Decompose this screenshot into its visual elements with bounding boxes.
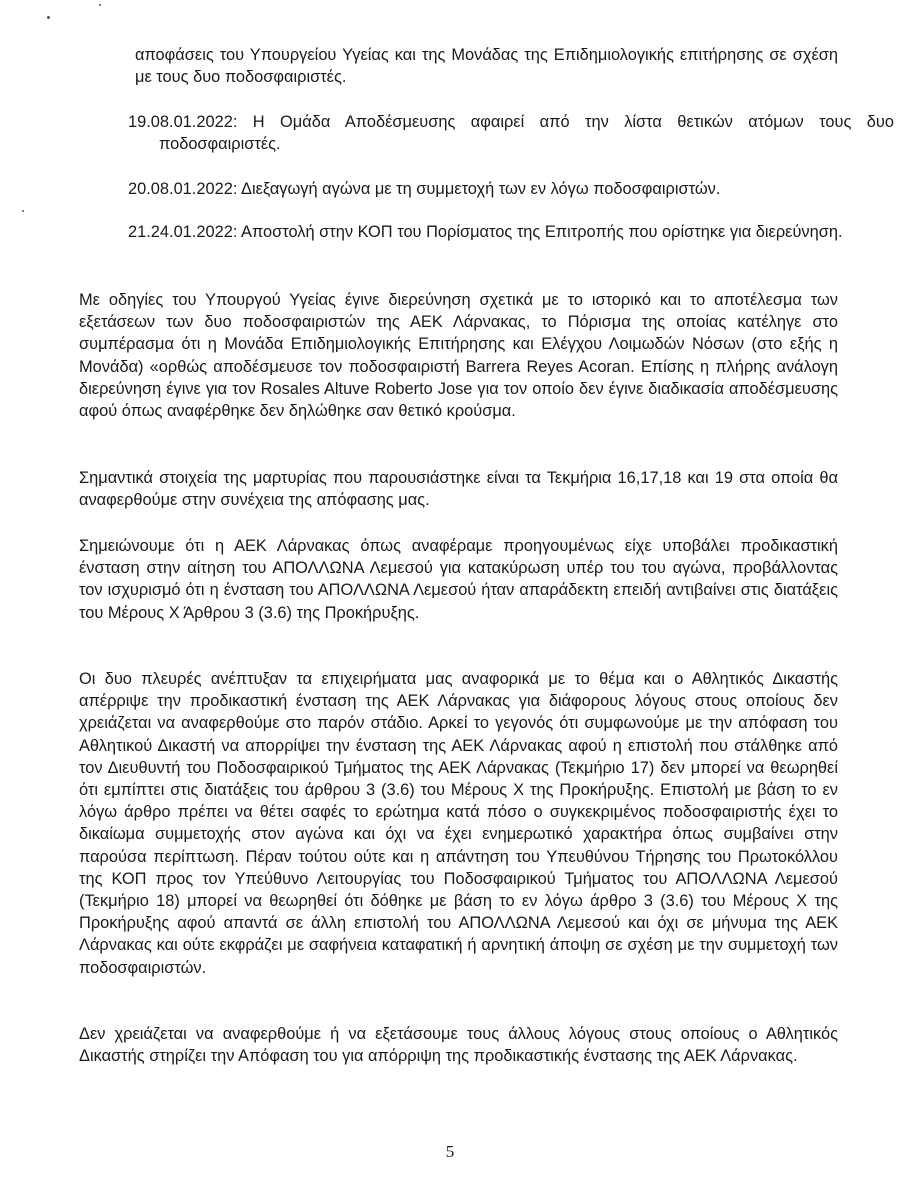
paragraph-arguments: Οι δυο πλευρές ανέπτυξαν τα επιχειρήματα μας αναφορικά με το θέμα και ο Αθλητικός Δικαστής απέρριψε την προδικαστική ένσταση της ΑΕΚ Λάρνακας για διάφορους λόγους στους οποίους δεν χρειάζεται να αναφερθούμε στο παρόν στάδιο. Αρκεί το γεγονός ότι συμφωνούμε με την απόφαση του Αθλητικού Δικαστή να απορρίψει την ένσταση της ΑΕΚ Λάρνακας αφού η επιστολή που στάλθηκε από τον Διευθυντή του Ποδοσφαιρικού Τμήματος της ΑΕΚ Λάρνακας (Τεκμήριο 17) δεν μπορεί να θεωρηθεί ότι εμπίπτει στις διατάξεις του άρθρου 3 (3.6) του Μέρους Χ της Προκήρυξης. Επιστολή με βάση το εν λόγω άρθρο πρέπει να θέτει σαφές το ερώτημα κατά πόσο ο συγκεκριμένος ποδοσφαιριστής έχει το δικαίωμα συμμετοχής στον αγώνα και όχι να έχει ενημερωτικό χαρακτήρα όπως συμβαίνει στην παρούσα περίπτωση. Πέραν τούτου ούτε και η απάντηση του Υπευθύνου Τήρησης του Πρωτοκόλλου της ΚΟΠ προς τον Υπεύθυνο Λειτουργίας του Ποδοσφαιρικού Τμήματος του ΑΠΟΛΛΩΝΑ Λεμεσού (Τεκμήριο 18) μπορεί να θεωρηθεί ότι δόθηκε με βάση το εν λόγω άρθρο 3 (3.6) του Μέρους Χ της Προκήρυξης αφού απαντά σε άλλη επιστολή του ΑΠΟΛΛΩΝΑ Λεμεσού και όχι σε μήνυμα της ΑΕΚ Λάρνακας και ούτε εκφράζει με σαφήνεια καταφατική ή αρνητική άποψη σε σχέση με την συμμετοχή των ποδοσφαιριστών.: [79, 670, 838, 977]
page-number: 5: [445, 1142, 455, 1161]
paragraph-other-reasons: Δεν χρειάζεται να αναφερθούμε ή να εξετάσουμε τους άλλους λόγους στους οποίους ο Αθλητικός Δικαστής στηρίζει την Απόφαση του για απόρριψη της προδικαστικής ένστασης της ΑΕΚ Λάρνακας.: [79, 1025, 838, 1066]
list-item-21: 21.24.01.2022: Αποστολή στην ΚΟΠ του Πορίσματος της Επιτροπής που ορίστηκε για διερεύνηση.: [128, 223, 843, 241]
list-item-19: 19.08.01.2022: Η Ομάδα Αποδέσμευσης αφαιρεί από την λίστα θετικών ατόμων τους δυο ποδοσφαιριστές.: [128, 113, 894, 153]
paragraph-investigation: Με οδηγίες του Υπουργού Υγείας έγινε διερεύνηση σχετικά με το ιστορικό και το αποτέλεσμα των εξετάσεων των δυο ποδοσφαιριστών της ΑΕΚ Λάρνακας, το Πόρισμα της οποίας κατέληγε στο συμπέρασμα ότι η Μονάδα Επιδημιολογικής Επιτήρησης και Ελέγχου Λοιμωδών Νόσων (στο εξής η Μονάδα) «ορθώς αποδέσμευσε τον ποδοσφαιριστή Barrera Reyes Acoran. Επίσης η πλήρης ανάλογη διερεύνηση έγινε για τον Rosales Altuve Roberto Jose για τον οποίο δεν έγινε διαδικασία αποδέσμευσης αφού όπως αναφέρθηκε δεν δηλώθηκε σαν θετικό κρούσμα.: [79, 291, 838, 421]
paragraph-preliminary-objection: Σημειώνουμε ότι η ΑΕΚ Λάρνακας όπως αναφέραμε προηγουμένως είχε υποβάλει προδικαστική ένσταση στην αίτηση του ΑΠΟΛΛΩΝΑ Λεμεσού για κατακύρωση υπέρ του του αγώνα, προβάλλοντας τον ισχυρισμό ότι η ένσταση του ΑΠΟΛΛΩΝΑ Λεμεσού ήταν απαράδεκτη επειδή αντιβαίνει στις διατάξεις του Μέρους Χ Άρθρου 3 (3.6) της Προκήρυξης.: [79, 537, 838, 622]
list-item-20: 20.08.01.2022: Διεξαγωγή αγώνα με τη συμμετοχή των εν λόγω ποδοσφαιριστών.: [128, 180, 721, 198]
scan-speck: [22, 210, 24, 212]
list-item-18-continuation: αποφάσεις του Υπουργείου Υγείας και της Μονάδας της Επιδημιολογικής επιτήρησης σε σχέση με τους δυο ποδοσφαιριστές.: [135, 46, 838, 86]
paragraph-evidence: Σημαντικά στοιχεία της μαρτυρίας που παρουσιάστηκε είναι τα Τεκμήρια 16,17,18 και 19 στα οποία θα αναφερθούμε στην συνέχεια της απόφασης μας.: [79, 469, 838, 510]
scan-speck: [99, 4, 101, 6]
scan-speck: [47, 16, 50, 19]
